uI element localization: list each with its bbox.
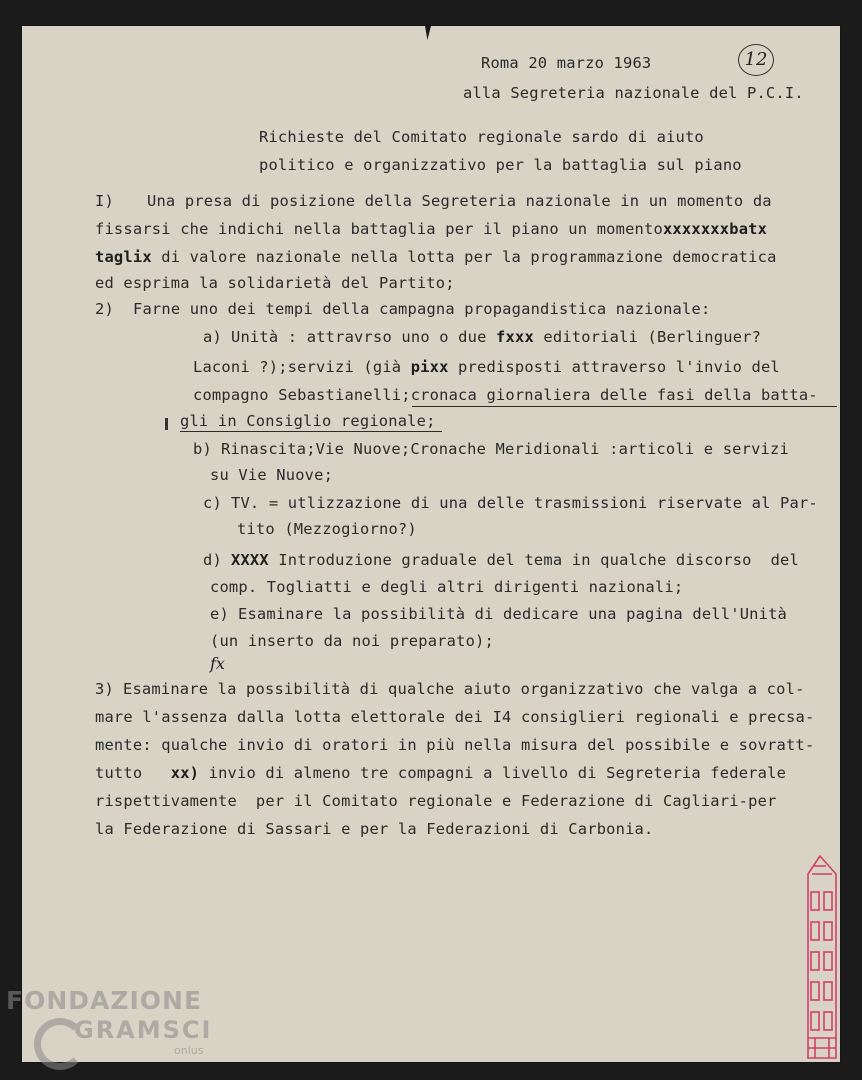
sub-e-line-1: Esaminare la possibilità di dedicare una pagina dell'Unità	[238, 605, 788, 623]
sub-a-line-1-strikeout: fxxx	[496, 328, 534, 346]
sub-a-line-2-post: predisposti attraverso l'invio del	[448, 358, 780, 376]
handwritten-mark: fx	[210, 654, 225, 673]
sub-d-line-2: comp. Togliatti e degli altri dirigenti nazionali;	[210, 578, 684, 596]
watermark-onlus: onlus	[174, 1044, 204, 1057]
page-number-circled: 12	[738, 44, 774, 76]
document-page	[22, 26, 840, 1062]
point-2-text: Farne uno dei tempi della campagna propagandistica nazionale:	[133, 300, 711, 318]
point-3-marker: 3)	[95, 680, 114, 698]
underline-row-1	[412, 406, 837, 407]
margin-tick-mark	[165, 418, 168, 430]
pink-doodle-drawing	[800, 852, 842, 1066]
sub-a-line-4: gli in Consiglio regionale;	[180, 412, 436, 430]
subject-line-1: Richieste del Comitato regionale sardo di aiuto	[259, 128, 704, 146]
point-1-marker: I)	[95, 192, 114, 210]
sub-a-line-2-strikeout: pixx	[410, 358, 449, 376]
underline-row-2	[180, 431, 442, 432]
sub-c-line-1: TV. = utlizzazione di una delle trasmissioni riservate al Par-	[231, 494, 818, 512]
sub-d-line-1-text: Introduzione graduale del tema in qualche discorso del	[268, 551, 799, 569]
point-2-marker: 2)	[95, 300, 114, 318]
archive-watermark	[2, 986, 232, 1076]
sub-a-line-2	[193, 360, 780, 375]
sub-a-line-1-pre: Unità : attravrso uno o due	[231, 328, 497, 346]
sub-a-line-1	[231, 330, 761, 345]
point-3-line-3: mente: qualche invio di oratori in più nella misura del possibile e sovratt-	[95, 736, 815, 754]
point-1-line-2	[95, 222, 767, 237]
watermark-gramsci: GRAMSCI	[74, 1016, 213, 1044]
sub-e-line-2: (un inserto da noi preparato);	[210, 632, 494, 650]
sub-a-line-1-post: editoriali (Berlinguer?	[533, 328, 762, 346]
point-1-line-2-strikeout: xxxxxxxbatx	[662, 220, 768, 238]
point-3-line-1: Esaminare la possibilità di qualche aiuto organizzativo che valga a col-	[123, 680, 805, 698]
sub-a-line-3	[193, 388, 818, 403]
point-1-line-2-text: fissarsi che indichi nella battaglia per il piano un momento	[95, 220, 663, 238]
point-1-line-3-text: di valore nazionale nella lotta per la programmazione democratica	[151, 248, 777, 266]
sub-d-strikeout: XXXX	[231, 551, 269, 569]
sub-d-label: d)	[203, 551, 222, 569]
point-3-line-4	[95, 766, 786, 781]
sub-a-line-3-pre: compagno Sebastianelli;	[193, 386, 411, 404]
sub-b-line-1: Rinascita;Vie Nuove;Cronache Meridionali :articoli e servizi	[221, 440, 789, 458]
point-3-line-2: mare l'assenza dalla lotta elettorale dei I4 consiglieri regionali e precsa-	[95, 708, 815, 726]
watermark-fondazione: FONDAZIONE	[6, 986, 203, 1015]
point-1-line-1: Una presa di posizione della Segreteria nazionale in un momento da	[147, 192, 772, 210]
point-3-line-5: rispettivamente per il Comitato regionale e Federazione di Cagliari-per	[95, 792, 777, 810]
point-3-line-4-pre: tutto	[95, 764, 171, 782]
sub-a-line-2-pre: Laconi ?);servizi (già	[193, 358, 411, 376]
point-3-line-6: la Federazione di Sassari e per la Federazioni di Carbonia.	[95, 820, 654, 838]
sub-a-label: a)	[203, 328, 222, 346]
header-date: Roma 20 marzo 1963	[481, 54, 652, 72]
sub-c-line-2: tito (Mezzogiorno?)	[237, 520, 417, 538]
sub-c-label: c)	[203, 494, 222, 512]
subject-line-2: politico e organizzativo per la battaglia sul piano	[259, 156, 742, 174]
sub-b-label: b)	[193, 440, 212, 458]
sub-b-line-2: su Vie Nuove;	[210, 466, 334, 484]
sub-e-label: e)	[210, 605, 229, 623]
header-addressee: alla Segreteria nazionale del P.C.I.	[463, 84, 804, 102]
point-3-line-4-post: invio di almeno tre compagni a livello di Segreteria federale	[199, 764, 787, 782]
sub-a-line-3-underlined: cronaca giornaliera delle fasi della batta-	[410, 386, 818, 404]
sub-d-line-1	[231, 553, 799, 568]
point-3-line-4-strikeout: xx)	[170, 764, 200, 782]
point-1-line-3	[95, 250, 777, 265]
point-1-line-4: ed esprima la solidarietà del Partito;	[95, 274, 455, 292]
point-1-line-3-strikeout: taglix	[95, 248, 152, 266]
